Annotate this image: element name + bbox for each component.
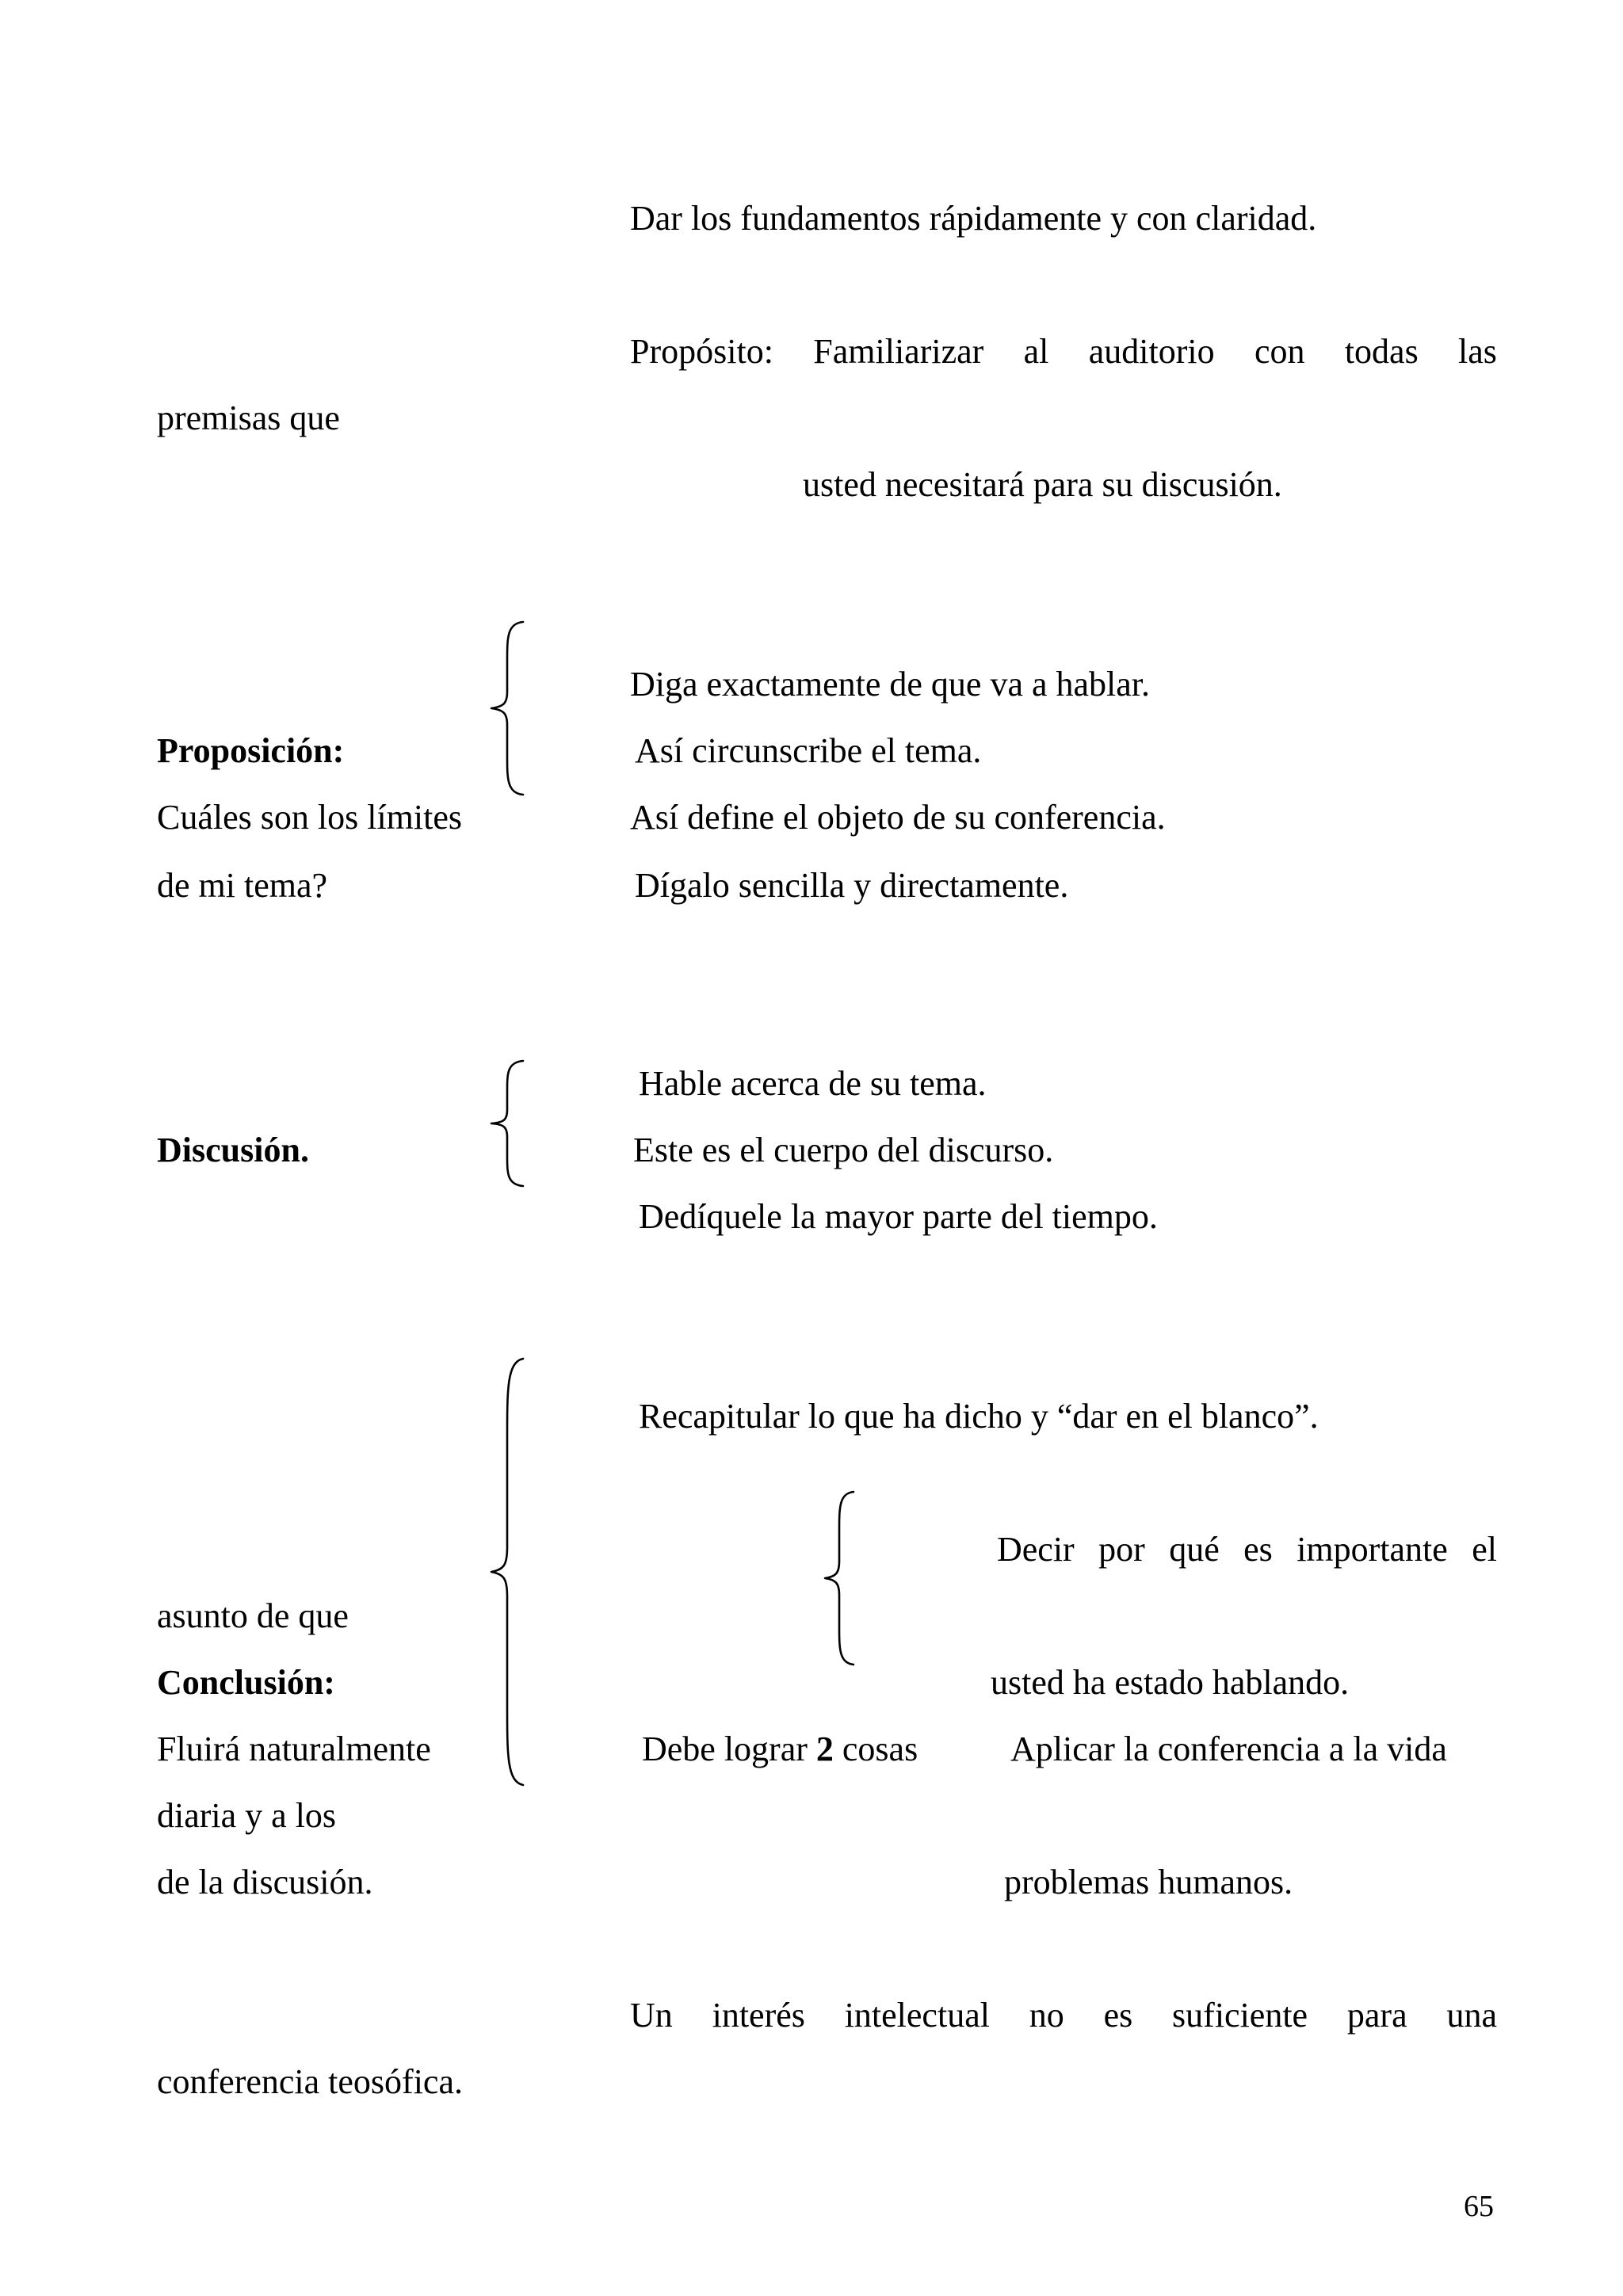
brace-dos-cosas: [820, 1490, 860, 1666]
purpose-line: [630, 334, 1497, 369]
proposicion-item: Dígalo sencilla y directamente.: [635, 866, 1069, 905]
closing-word: intelectual: [844, 1996, 990, 2035]
conclusion-usted-line: usted ha estado hablando.: [991, 1663, 1350, 1702]
aplicar-line: Aplicar la conferencia a la vida: [1010, 1730, 1447, 1768]
purpose-word: todas: [1344, 332, 1419, 371]
purpose-word: auditorio: [1088, 332, 1215, 371]
decir-word: por: [1098, 1530, 1145, 1569]
discusion-item: Hable acerca de su tema.: [639, 1064, 987, 1103]
closing-line: [630, 1998, 1497, 2033]
brace-conclusion: [483, 1357, 531, 1787]
decir-word: Decir: [997, 1530, 1075, 1569]
closing-word: Un: [630, 1996, 673, 2035]
debe-after: cosas: [833, 1730, 918, 1768]
debe-lograr-line: [642, 1732, 918, 1767]
conclusion-left-text: de la discusión.: [157, 1863, 373, 1901]
conclusion-left-text: asunto de que: [157, 1596, 349, 1635]
discusion-heading: Discusión.: [157, 1131, 309, 1169]
conclusion-heading: Conclusión:: [157, 1663, 335, 1702]
closing-word: una: [1446, 1996, 1497, 2035]
purpose-continuation: premisas que: [157, 399, 340, 437]
brace-discusion: [483, 1059, 531, 1188]
purpose-word: al: [1023, 332, 1049, 371]
purpose-word: Familiarizar: [813, 332, 984, 371]
decir-word: el: [1472, 1530, 1497, 1569]
problemas-line: problemas humanos.: [1004, 1863, 1293, 1901]
closing-word: es: [1103, 1996, 1133, 2035]
purpose-word: con: [1254, 332, 1305, 371]
proposicion-item: Así define el objeto de su conferencia.: [630, 798, 1166, 837]
decir-line: [997, 1532, 1497, 1567]
closing-word: no: [1029, 1996, 1064, 2035]
conclusion-left-text: Fluirá naturalmente: [157, 1730, 431, 1768]
proposicion-item: Diga exactamente de que va a hablar.: [630, 665, 1151, 704]
conclusion-recap: Recapitular lo que ha dicho y “dar en el blanco”.: [639, 1397, 1319, 1436]
closing-word: interés: [712, 1996, 805, 2035]
brace-proposicion: [483, 620, 531, 796]
closing-continuation: conferencia teosófica.: [157, 2062, 463, 2101]
proposicion-item: Así circunscribe el tema.: [635, 731, 982, 770]
purpose-word: las: [1458, 332, 1497, 371]
decir-word: qué: [1169, 1530, 1220, 1569]
discusion-item: Dedíquele la mayor parte del tiempo.: [639, 1197, 1158, 1236]
debe-number: 2: [815, 1730, 834, 1768]
purpose-end: usted necesitará para su discusión.: [803, 465, 1282, 504]
page-number: 65: [1464, 2190, 1494, 2223]
proposicion-question: de mi tema?: [157, 866, 328, 905]
purpose-word: Propósito:: [630, 332, 773, 371]
proposicion-question: Cuáles son los límites: [157, 798, 462, 837]
proposicion-heading: Proposición:: [157, 731, 345, 770]
closing-word: para: [1346, 1996, 1407, 2035]
discusion-item: Este es el cuerpo del discurso.: [633, 1131, 1054, 1169]
closing-word: suficiente: [1172, 1996, 1308, 2035]
conclusion-left-text: diaria y a los: [157, 1796, 337, 1835]
intro-line: Dar los fundamentos rápidamente y con claridad.: [630, 199, 1317, 238]
decir-word: es: [1243, 1530, 1273, 1569]
debe-before: Debe lograr: [642, 1730, 816, 1768]
decir-word: importante: [1296, 1530, 1448, 1569]
